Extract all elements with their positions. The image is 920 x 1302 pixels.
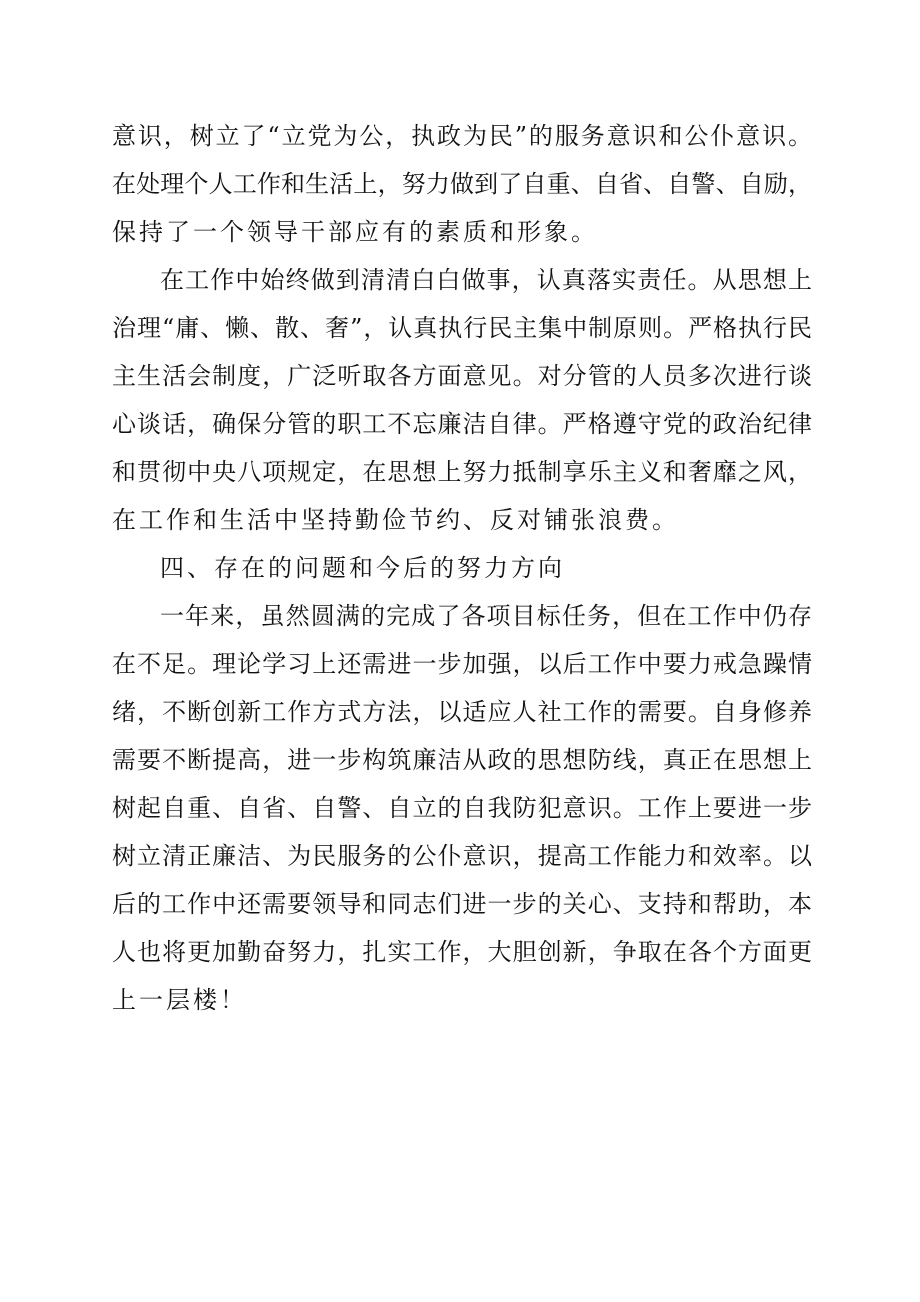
- text-line: 后的工作中还需要领导和同志们进一步的关心、支持和帮助，本: [112, 890, 812, 918]
- text-line: 人也将更加勤奋努力，扎实工作，大胆创新，争取在各个方面更: [112, 938, 812, 966]
- text-line: 在工作和生活中坚持勤俭节约、反对铺张浪费。: [112, 506, 679, 534]
- document-body: [112, 112, 812, 1024]
- text-line: 主生活会制度，广泛听取各方面意见。对分管的人员多次进行谈: [112, 362, 812, 390]
- text-line: 在处理个人工作和生活上，努力做到了自重、自省、自警、自励，: [112, 170, 812, 198]
- text-line: 和贯彻中央八项规定，在思想上努力抵制享乐主义和奢靡之风，: [112, 458, 812, 486]
- text-line: 心谈话，确保分管的职工不忘廉洁自律。严格遵守党的政治纪律: [112, 410, 812, 438]
- text-line: 上一层楼！: [112, 986, 247, 1014]
- section-heading: 四、存在的问题和今后的努力方向: [160, 554, 565, 582]
- text-line: 绪，不断创新工作方式方法，以适应人社工作的需要。自身修养: [112, 698, 812, 726]
- paragraph-start-line: 在工作中始终做到清清白白做事，认真落实责任。从思想上: [160, 266, 812, 294]
- text-line: 在不足。理论学习上还需进一步加强，以后工作中要力戒急躁情: [112, 650, 812, 678]
- text-line: 树起自重、自省、自警、自立的自我防犯意识。工作上要进一步: [112, 794, 812, 822]
- paragraph-start-line: 一年来，虽然圆满的完成了各项目标任务，但在工作中仍存: [160, 602, 812, 630]
- text-line: 需要不断提高，进一步构筑廉洁从政的思想防线，真正在思想上: [112, 746, 812, 774]
- text-line: 治理“庸、懒、散、奢”，认真执行民主集中制原则。严格执行民: [112, 314, 812, 342]
- text-line: 树立清正廉洁、为民服务的公仆意识，提高工作能力和效率。以: [112, 842, 812, 870]
- text-line: 保持了一个领导干部应有的素质和形象。: [112, 218, 598, 246]
- text-line: 意识，树立了“立党为公，执政为民”的服务意识和公仆意识。: [112, 122, 812, 150]
